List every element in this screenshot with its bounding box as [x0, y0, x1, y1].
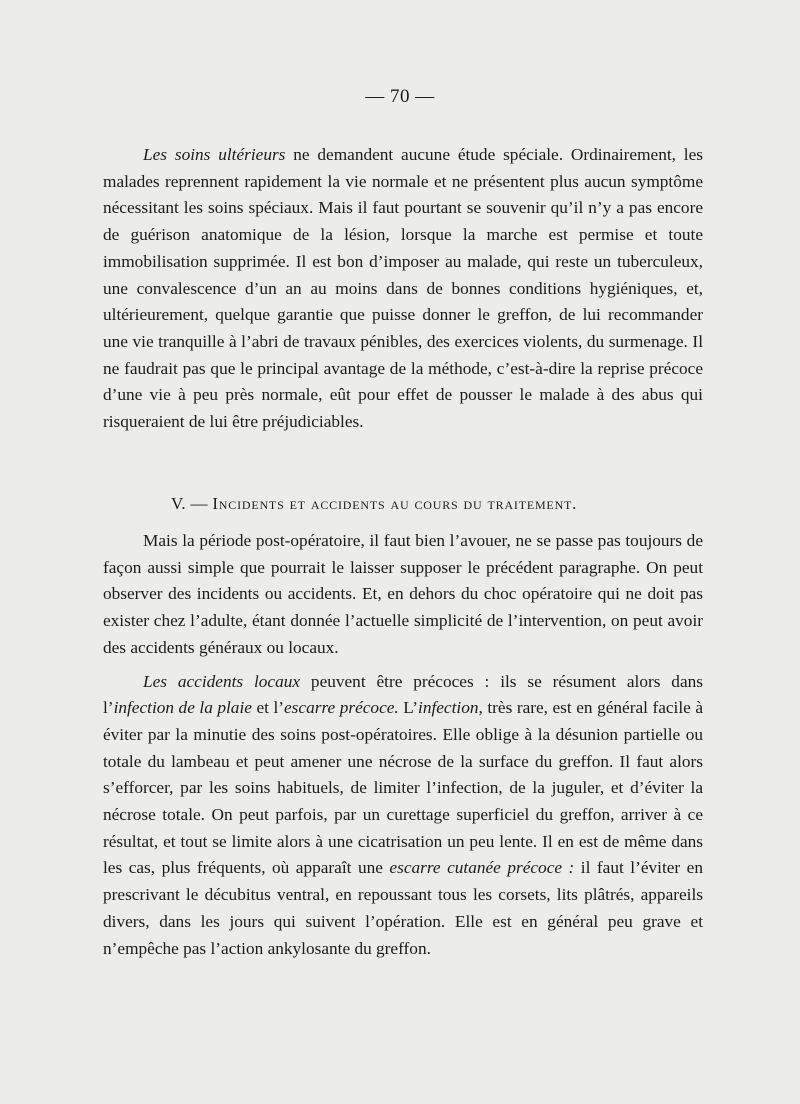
paragraph-soins-ulterieurs: [103, 142, 703, 436]
text-block-2: [103, 528, 703, 962]
italic-term: escarre précoce.: [284, 698, 399, 718]
page-number: — 70 —: [365, 86, 435, 107]
section-title: Incidents et accidents au cours du traitement.: [212, 494, 578, 513]
paragraph-text: Mais la période post-opératoire, il faut bien l’avouer, ne se passe pas toujours de façon aussi simple que pourrait le laisser supposer le précédent paragraphe. On peut observer des incidents ou accidents. Et, en dehors du choc opératoire qui ne doit pas exister chez l’adulte, étant donnée l’actuelle simplicité de l’intervention, on peut avoir des accidents généraux ou locaux.: [103, 531, 703, 657]
paragraph-text: ne demandent aucune étude spéciale. Ordinairement, les malades reprennent rapidement la vie normale et ne présentent plus aucun symptôme nécessitant les soins spéciaux. Mais il faut pourtant se souvenir qu’il n’y a pas encore de guérison anatomique de la lésion, lorsque la marche est permise et toute immobilisation supprimée. Il est bon d’imposer au malade, qui reste un tuberculeux, une convalescence d’un an au moins dans de bonnes conditions hygiéniques, et, ultérieurement, quelque garantie que puisse donner le greffon, de lui recommander une vie tranquille à l’abri de travaux pénibles, des exercices violents, du surmenage. Il ne faudrait pas que le principal avantage de la méthode, c’est-à-dire la reprise précoce d’une vie à peu près normale, eût pour effet de pousser le malade à des abus qui risqueraient de lui être préjudiciables.: [103, 145, 703, 432]
section-heading: [171, 494, 577, 514]
text-run: il faut l’éviter en prescrivant le décubitus ventral, en repoussant tous les corsets, lits plâtrés, appareils divers, dans les jours qui suivent l’opération. Elle est en général peu grave et n’empêche pas l’action ankylosante du greffon.: [103, 858, 703, 958]
paragraph-accidents-locaux: [103, 669, 703, 963]
paragraph-periode-post-operatoire: [103, 528, 703, 662]
text-run: peuvent être précoces : ils se résument alors dans l’: [103, 671, 703, 718]
section-number: V. —: [171, 494, 213, 513]
paragraph-lead-italic: Les accidents locaux: [143, 671, 301, 691]
italic-term: infection de la plaie: [113, 698, 252, 718]
text-run: L’: [398, 698, 419, 718]
italic-term: escarre cutanée précoce :: [389, 858, 575, 878]
text-run: très rare, est en général facile à éviter par la minutie des soins post-opératoires. Elle oblige à la désunion partielle ou totale du lambeau et peut amener une nécrose de la surface du greffon. Il faut alors s’efforcer, par les soins habituels, de limiter l’infection, de la juguler, et d’éviter la nécrose totale. On peut parfois, par un curettage superficiel du greffon, arriver à ce résultat, et tout se limite alors à une cicatrisation un peu lente. Il en est de même dans les cas, plus fréquents, où apparaît une: [103, 698, 704, 878]
text-block-1: [103, 142, 703, 436]
paragraph-lead-italic: Les soins ultérieurs: [143, 145, 286, 164]
text-run: et l’: [251, 698, 285, 718]
italic-term: infection,: [418, 698, 483, 718]
